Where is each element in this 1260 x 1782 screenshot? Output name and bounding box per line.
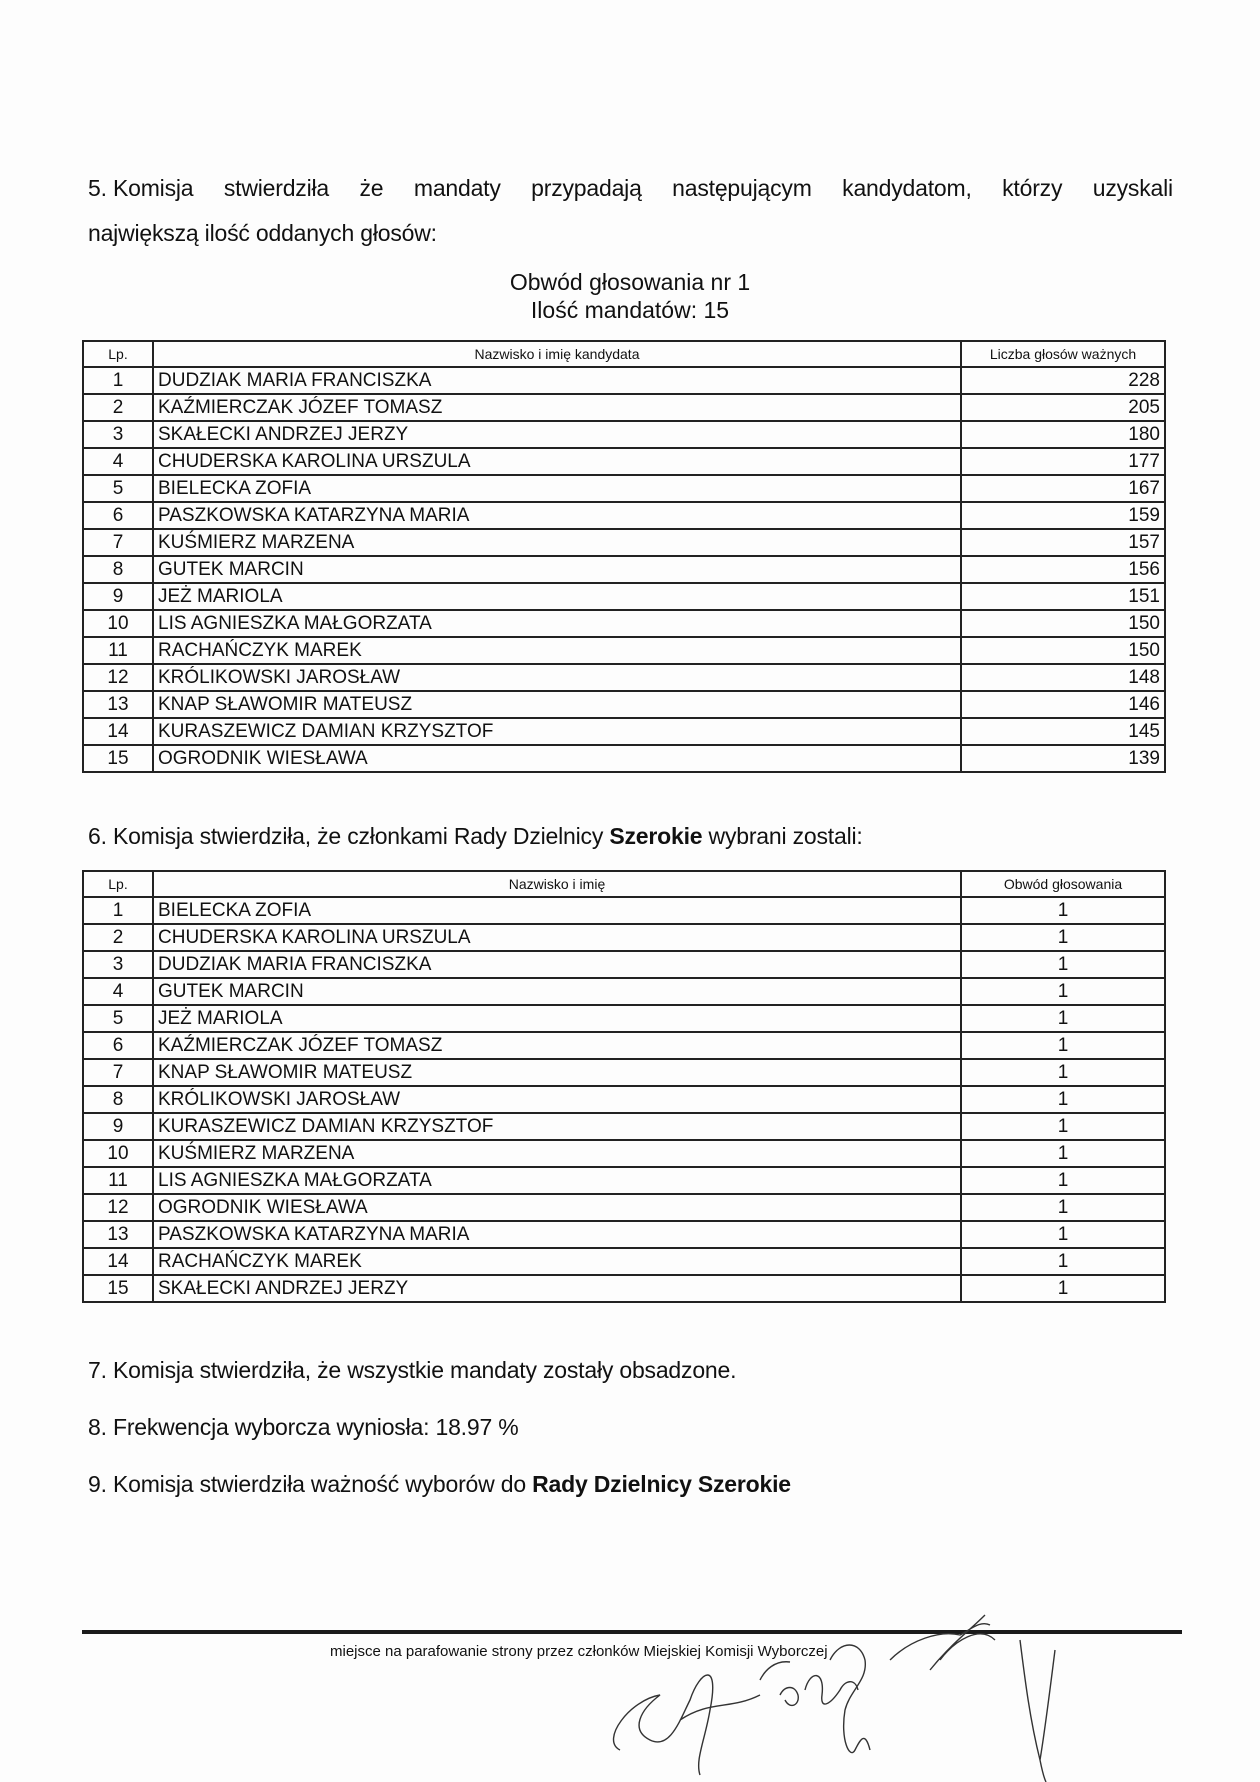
table-row: [83, 367, 1165, 394]
table-row: [83, 394, 1165, 421]
candidate-name: LIS AGNIESZKA MAŁGORZATA: [153, 610, 961, 637]
candidate-name: CHUDERSKA KAROLINA URSZULA: [153, 924, 961, 951]
council-name: Rady Dzielnicy Szerokie: [532, 1471, 791, 1497]
elected-members-table: [82, 870, 1166, 1303]
valid-votes: 157: [961, 529, 1165, 556]
valid-votes: 180: [961, 421, 1165, 448]
table-row: [83, 1248, 1165, 1275]
candidate-name: KURASZEWICZ DAMIAN KRZYSZTOF: [153, 1113, 961, 1140]
row-number: 6: [83, 502, 153, 529]
table-row: [83, 610, 1165, 637]
circuit-title: Obwód głosowania nr 1: [509, 269, 751, 295]
table-row: [83, 1275, 1165, 1302]
row-number: 10: [83, 1140, 153, 1167]
table-row: [83, 1167, 1165, 1194]
candidate-name: KRÓLIKOWSKI JAROSŁAW: [153, 664, 961, 691]
row-number: 13: [83, 691, 153, 718]
voting-circuit: 1: [961, 1167, 1165, 1194]
voting-circuit: 1: [961, 1194, 1165, 1221]
candidate-name: OGRODNIK WIESŁAWA: [153, 1194, 961, 1221]
row-number: 14: [83, 1248, 153, 1275]
table-row: [83, 664, 1165, 691]
table-row: [83, 691, 1165, 718]
footer-caption: miejsce na parafowanie strony przez członków Miejskiej Komisji Wyborczej: [330, 1643, 828, 1660]
district-name: Szerokie: [609, 823, 703, 849]
voting-circuit: 1: [961, 897, 1165, 924]
candidate-name: KNAP SŁAWOMIR MATEUSZ: [153, 1059, 961, 1086]
candidate-name: KUŚMIERZ MARZENA: [153, 529, 961, 556]
table-row: [83, 897, 1165, 924]
word: następującym: [672, 175, 812, 201]
candidate-name: JEŻ MARIOLA: [153, 583, 961, 610]
header-lp: Lp.: [83, 341, 153, 367]
table-row: [83, 1221, 1165, 1248]
table-row: [83, 745, 1165, 772]
header-circuit: Obwód głosowania: [961, 871, 1165, 897]
section-5-line-2: największą ilość oddanych głosów:: [88, 220, 437, 246]
candidate-name: JEŻ MARIOLA: [153, 1005, 961, 1032]
row-number: 8: [83, 1086, 153, 1113]
row-number: 2: [83, 924, 153, 951]
candidate-name: DUDZIAK MARIA FRANCISZKA: [153, 951, 961, 978]
row-number: 5: [83, 1005, 153, 1032]
row-number: 4: [83, 978, 153, 1005]
candidate-name: KUŚMIERZ MARZENA: [153, 1140, 961, 1167]
table-row: [83, 556, 1165, 583]
table-row: [83, 1086, 1165, 1113]
table-row: [83, 637, 1165, 664]
row-number: 1: [83, 367, 153, 394]
candidate-name: GUTEK MARCIN: [153, 978, 961, 1005]
valid-votes: 146: [961, 691, 1165, 718]
table-row: [83, 1194, 1165, 1221]
section-7-paragraph: 7. Komisja stwierdziła, że wszystkie mandaty zostały obsadzone.: [88, 1357, 737, 1383]
candidate-name: PASZKOWSKA KATARZYNA MARIA: [153, 502, 961, 529]
row-number: 14: [83, 718, 153, 745]
section-5-paragraph: [88, 174, 1173, 247]
candidate-name: PASZKOWSKA KATARZYNA MARIA: [153, 1221, 961, 1248]
voting-circuit: 1: [961, 1059, 1165, 1086]
valid-votes: 156: [961, 556, 1165, 583]
table-row: [83, 951, 1165, 978]
voting-circuit: 1: [961, 1086, 1165, 1113]
candidate-name: BIELECKA ZOFIA: [153, 897, 961, 924]
row-number: 15: [83, 745, 153, 772]
candidate-name: CHUDERSKA KAROLINA URSZULA: [153, 448, 961, 475]
candidate-name: LIS AGNIESZKA MAŁGORZATA: [153, 1167, 961, 1194]
candidate-name: KAŹMIERCZAK JÓZEF TOMASZ: [153, 394, 961, 421]
valid-votes: 139: [961, 745, 1165, 772]
valid-votes: 167: [961, 475, 1165, 502]
section-6-text: 6. Komisja stwierdziła, że członkami Rady Dzielnicy: [88, 823, 610, 849]
valid-votes: 228: [961, 367, 1165, 394]
row-number: 1: [83, 897, 153, 924]
row-number: 7: [83, 529, 153, 556]
table-row: [83, 529, 1165, 556]
row-number: 12: [83, 664, 153, 691]
table-row: [83, 924, 1165, 951]
table-row: [83, 421, 1165, 448]
table-row: [83, 1113, 1165, 1140]
header-name: Nazwisko i imię: [153, 871, 961, 897]
row-number: 8: [83, 556, 153, 583]
valid-votes: 205: [961, 394, 1165, 421]
row-number: 9: [83, 1113, 153, 1140]
word: którzy: [1002, 175, 1063, 201]
word: że: [359, 175, 384, 201]
table-row: [83, 502, 1165, 529]
section-9-paragraph: [88, 1470, 791, 1498]
voting-circuit: 1: [961, 1032, 1165, 1059]
table-row: [83, 1005, 1165, 1032]
candidate-name: DUDZIAK MARIA FRANCISZKA: [153, 367, 961, 394]
valid-votes: 145: [961, 718, 1165, 745]
candidate-name: GUTEK MARCIN: [153, 556, 961, 583]
table-header-row: [83, 341, 1165, 367]
voting-circuit: 1: [961, 1140, 1165, 1167]
word: stwierdziła: [223, 175, 330, 201]
row-number: 11: [83, 1167, 153, 1194]
table-header-row: [83, 871, 1165, 897]
word: uzyskali: [1092, 175, 1173, 201]
section-5-line-1: [88, 174, 1173, 202]
row-number: 11: [83, 637, 153, 664]
candidate-name: KAŹMIERCZAK JÓZEF TOMASZ: [153, 1032, 961, 1059]
voting-circuit: 1: [961, 1005, 1165, 1032]
row-number: 10: [83, 610, 153, 637]
row-number: 13: [83, 1221, 153, 1248]
table-row: [83, 718, 1165, 745]
header-name: Nazwisko i imię kandydata: [153, 341, 961, 367]
row-number: 6: [83, 1032, 153, 1059]
word: kandydatom,: [842, 175, 972, 201]
row-number: 7: [83, 1059, 153, 1086]
candidate-name: SKAŁECKI ANDRZEJ JERZY: [153, 421, 961, 448]
table-row: [83, 978, 1165, 1005]
header-lp: Lp.: [83, 871, 153, 897]
voting-circuit: 1: [961, 924, 1165, 951]
candidate-name: KURASZEWICZ DAMIAN KRZYSZTOF: [153, 718, 961, 745]
candidate-name: RACHAŃCZYK MAREK: [153, 1248, 961, 1275]
header-votes: Liczba głosów ważnych: [961, 341, 1165, 367]
candidates-votes-table: [82, 340, 1166, 773]
valid-votes: 177: [961, 448, 1165, 475]
row-number: 15: [83, 1275, 153, 1302]
word: mandaty: [413, 175, 501, 201]
valid-votes: 151: [961, 583, 1165, 610]
voting-circuit: 1: [961, 1113, 1165, 1140]
candidate-name: RACHAŃCZYK MAREK: [153, 637, 961, 664]
row-number: 3: [83, 421, 153, 448]
section-6-paragraph: [88, 822, 863, 850]
signature-2: [760, 1662, 858, 1706]
voting-circuit: 1: [961, 978, 1165, 1005]
section-8-turnout: 8. Frekwencja wyborcza wyniosła: 18.97 %: [88, 1414, 519, 1440]
row-number: 3: [83, 951, 153, 978]
voting-circuit: 1: [961, 1248, 1165, 1275]
row-number: 2: [83, 394, 153, 421]
signature-5: [1020, 1640, 1055, 1782]
signature-1: [614, 1675, 760, 1775]
word: przypadają: [531, 175, 642, 201]
row-number: 12: [83, 1194, 153, 1221]
row-number: 5: [83, 475, 153, 502]
signature-3: [830, 1645, 870, 1753]
table-row: [83, 475, 1165, 502]
table-row: [83, 448, 1165, 475]
candidate-name: SKAŁECKI ANDRZEJ JERZY: [153, 1275, 961, 1302]
valid-votes: 150: [961, 610, 1165, 637]
voting-circuit: 1: [961, 1221, 1165, 1248]
valid-votes: 148: [961, 664, 1165, 691]
row-number: 9: [83, 583, 153, 610]
candidate-name: BIELECKA ZOFIA: [153, 475, 961, 502]
candidate-name: KRÓLIKOWSKI JAROSŁAW: [153, 1086, 961, 1113]
handwritten-signatures: [600, 1600, 1160, 1782]
voting-circuit: 1: [961, 951, 1165, 978]
table-row: [83, 1140, 1165, 1167]
candidate-name: OGRODNIK WIESŁAWA: [153, 745, 961, 772]
table-row: [83, 1059, 1165, 1086]
valid-votes: 159: [961, 502, 1165, 529]
voting-circuit: 1: [961, 1275, 1165, 1302]
row-number: 4: [83, 448, 153, 475]
word: 5. Komisja: [88, 175, 194, 201]
section-9-text: 9. Komisja stwierdziła ważność wyborów do: [88, 1471, 533, 1497]
signature-4: [890, 1615, 995, 1670]
mandates-count: Ilość mandatów: 15: [530, 297, 730, 323]
candidate-name: KNAP SŁAWOMIR MATEUSZ: [153, 691, 961, 718]
table-row: [83, 1032, 1165, 1059]
table-row: [83, 583, 1165, 610]
valid-votes: 150: [961, 637, 1165, 664]
section-6-text-end: wybrani zostali:: [702, 823, 863, 849]
